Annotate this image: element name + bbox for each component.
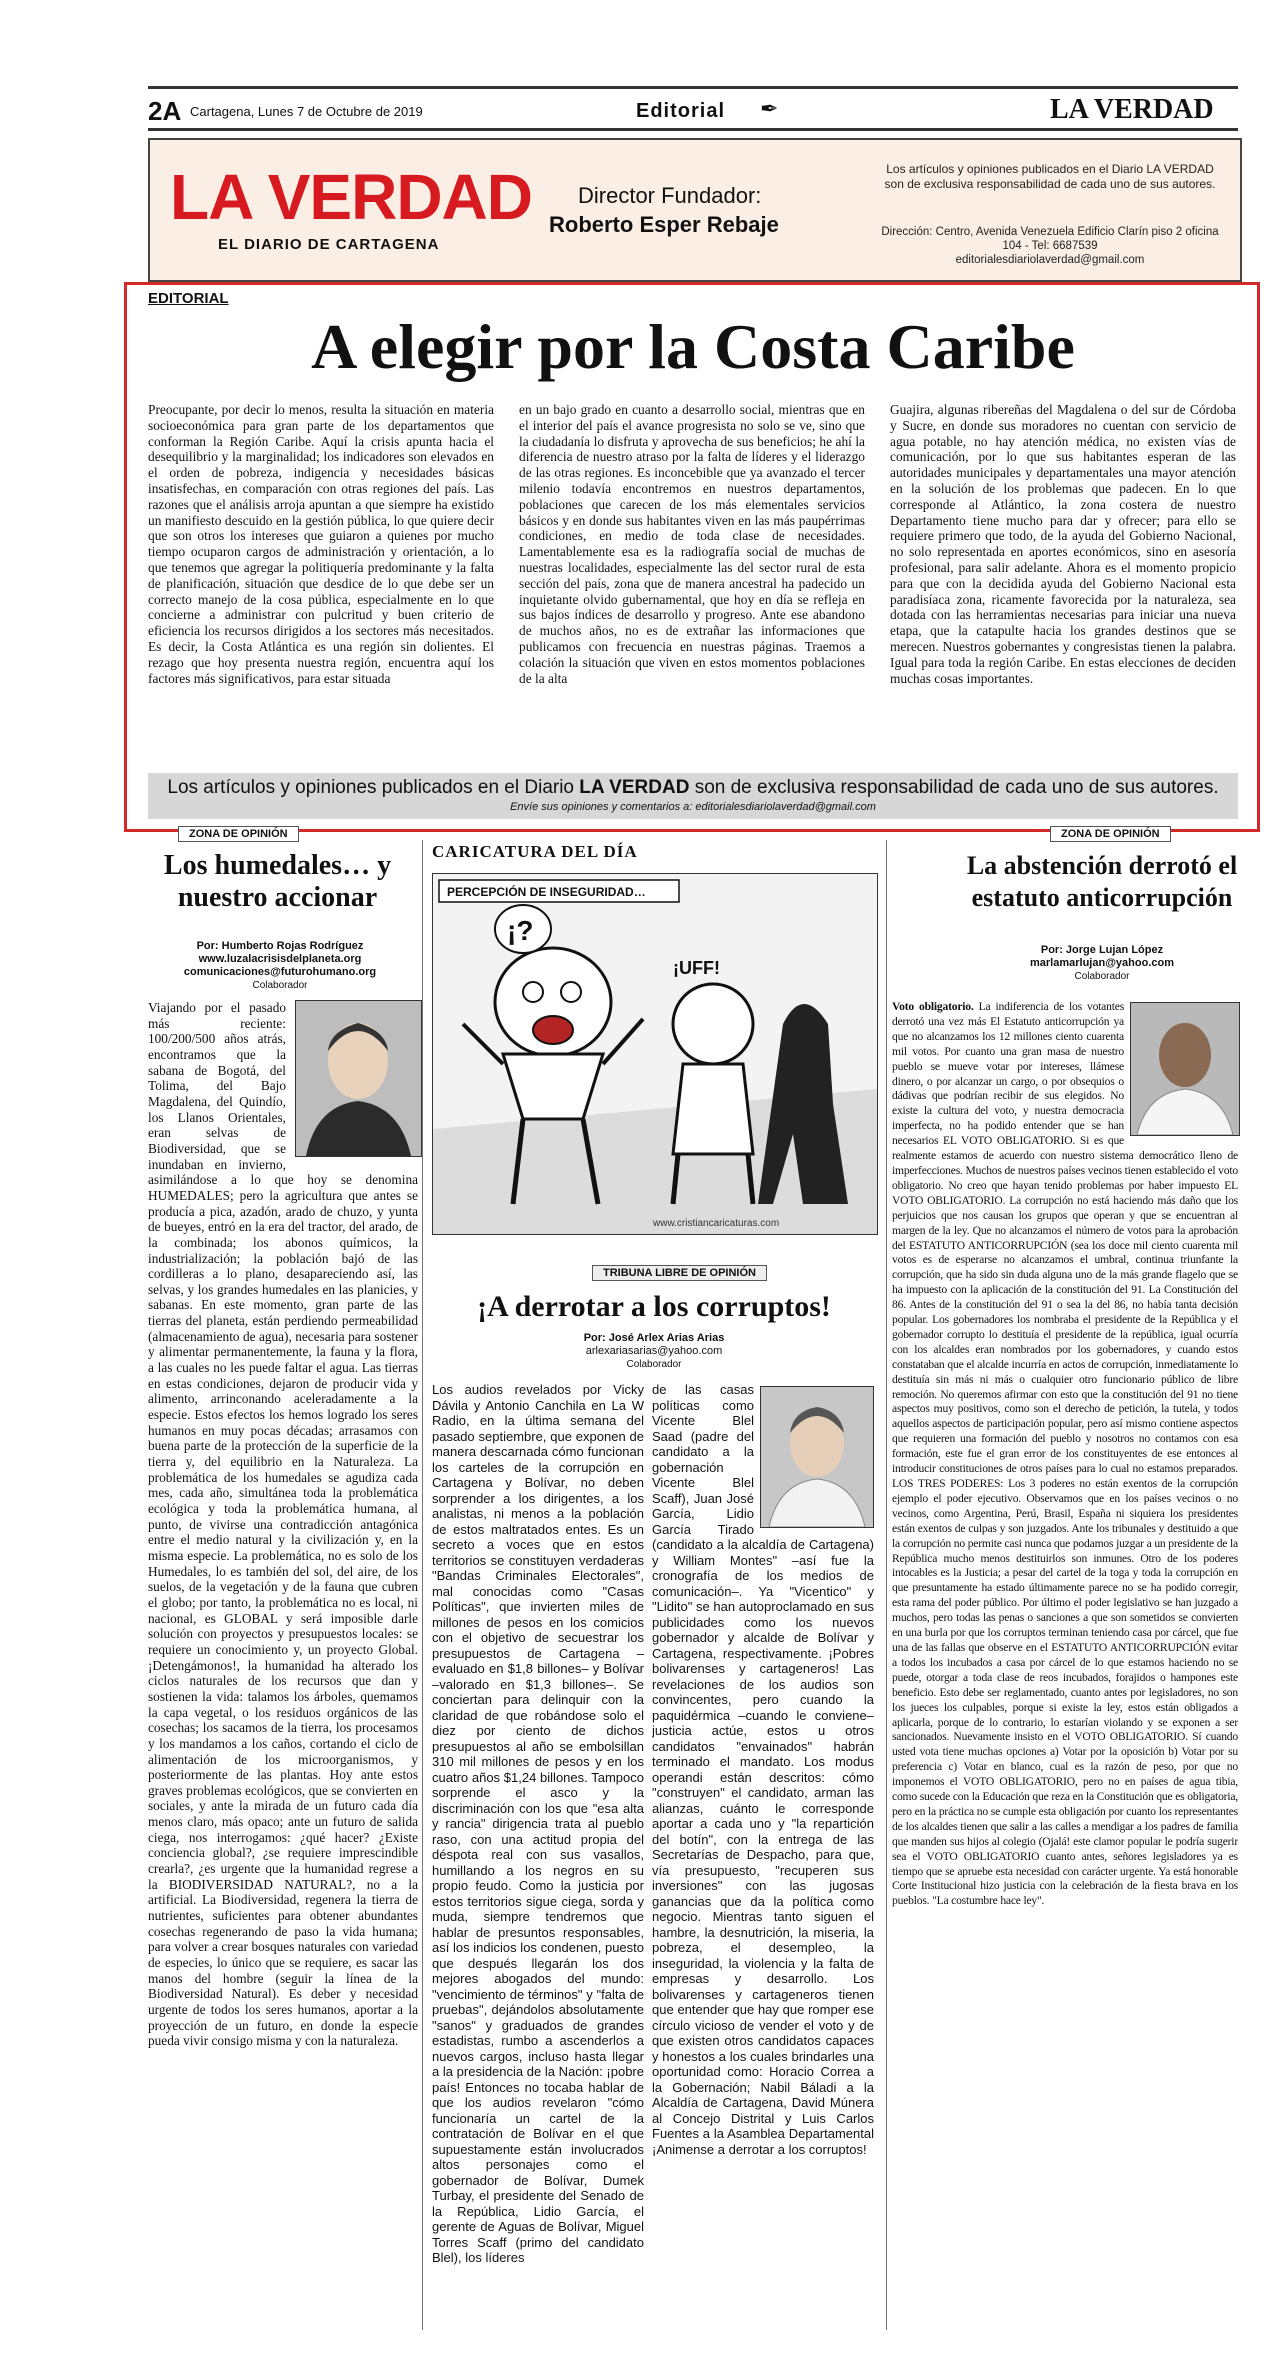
column-divider — [422, 840, 423, 2330]
paper-name: LA VERDAD — [1050, 94, 1214, 125]
cartoon-caption: PERCEPCIÓN DE INSEGURIDAD… — [447, 885, 646, 899]
editorial-title: A elegir por la Costa Caribe — [311, 311, 1075, 382]
article-column-1: Los audios revelados por Vicky Dávila y Antonio Canchila en La W Radio, en la última semana del pasado septiembre, que exponen de manera descarnada cómo funcionan los carteles de la corrupción en Cartagena y Bolívar, no deben sorprender a los dirigentes, a los analistas, ni menos a la población de estos maltratados entes. Es un secreto a voces que en estos territorios se constituyen verdaderas "Bandas Criminales Electorales", mal conocidas como "Casas Políticas", que invierten miles de millones de pesos en los comicios con el objetivo de secuestrar los presupuestos de Cartagena –evaluado en $1,8 billones– y Bolívar –valorado en $1,3 billones–. Se conciertan para delinquir con la claridad de que robándose solo el diez por ciento de dichos presupuestos al año se embolsillan 310 mil millones de pesos y en los cuatro años $1,24 billones. Tampoco sorprende el asco y la discriminación con los que "esa alta y rancia" dirigencia trata al pueblo raso, con una actitud propia del déspota real con sus vasallos, humillando a los negros en su propio feudo. Como la justicia por estos territorios sigue ciega, sorda y muda, siempre tendremos que hablar de presuntos responsables, así los indicios los condenen, puesto que después llegarán los dos mejores abogados del mundo: "vencimiento de términos" y "falta de pruebas", dejándolos absolutamente "sanos" y graduados de grandes estadistas, rumbo a ascenderlos a nuevos cargos, incluso hasta llegar a la presidencia de la Nación: ¡pobre país! Entonces no tocaba hablar de que los audios revelaron "cómo funcionaría un cartel de la contratación de Bolívar en el que supuestamente están involucrados altos personajes como el gobernador de Bolívar, Dumek Turbay, el presidente del Senado de la República, Lidio García, el gerente de Aguas de Bolívar, Miguel Torres Scaff (primo del candidato Blel), los líderes — [432, 1382, 644, 2265]
article-title: Los humedales… y nuestro accionar — [163, 850, 392, 913]
photo-spacer — [754, 1382, 874, 1532]
editorial-column-2: en un bajo grado en cuanto a desarrollo social, mientras que en el interior del país el avance progresista no solo se ve, sino que la ciudadanía lo disfruta y aprovecha de sus beneficios; he ahí la diferencia de nuestro atraso por la falta de líderes y el liderazgo de las otras regiones. Es inconcebible que ya avanzado el tercer milenio todavía encontremos en nuestros departamentos, poblaciones que carecen de los más elementales servicios básicos y en donde sus habitantes viven en las más paupérrimas condiciones, en medio de toda clase de necesidades. Lamentablemente esa es la radiografía social de muchas de nuestras localidades, especialmente las del sector rural de esta sección del país, zona que de manera ancestral ha padecido un inquietante olvido gubernamental, que hoy en día se refleja en sus bajos índices de desarrollo y progreso. Ante ese abandono de muchos años, no es de extrañar las informaciones que publicamos con frecuencia en nuestras páginas. Traemos a colación la situación que viven en estos momentos poblaciones de la alta — [519, 402, 865, 686]
author: Por: José Arlex Arias Arias — [583, 1332, 725, 1344]
section-title: Editorial — [636, 100, 726, 122]
author-role: Colaborador — [252, 980, 308, 991]
article-column-2 — [652, 1382, 874, 2312]
byline — [140, 940, 420, 992]
editorial-column-3: Guajira, algunas ribereñas del Magdalena o del sur de Córdoba y Sucre, en donde sus moradores no cuentan con servicio de agua potable, no hay atención médica, no existen vías de comunicación, por lo que sus habitantes esperan de las autoridades municipales y departamentales una mayor atención en la solución de los problemas que padecen. En lo que corresponde al Atlántico, la zona costera de nuestro Departamento tiene mucho para dar y ofrecer; para ello se requiere primero que todo, de la ayuda del Gobierno Nacional, no solo representada en aportes económicos, sino en asesoría profesional, para salir adelante. Ahora es el momento propicio para que con la decidida ayuda del Gobierno Nacional esta paradisíaca zona, ricamente favorecida por la naturaleza, sea dotada con las herramientas necesarias para iniciar una nueva etapa, que la catapulte hacia los grandes destinos que se merecen. Nuestros gobernantes y congresistas tienen la palabra. Igual para toda la región Caribe. En estas elecciones de deciden muchas cosas importantes. — [890, 402, 1236, 686]
cartoon-bubble-2: ¡UFF! — [673, 958, 720, 978]
article-title: La abstención derrotó el estatuto anticorrupción — [966, 851, 1238, 912]
author-email: comunicaciones@futurohumano.org — [183, 966, 377, 978]
editorial-column-1: Preocupante, por decir lo menos, resulta la situación en materia socioeconómica para gran parte de los departamentos que conforman la Región Caribe. Aquí la crisis apunta hacia el desequilibrio y la marginalidad; los indicadores son elevados en el orden de pobreza, indigencia y necesidades básicas insatisfechas, en comparación con otras regiones del país. Las razones que el análisis arroja apuntan a que siempre ha existido un manifiesto descuido en la gestión pública, lo que quiere decir que son otros los intereses que guiaron a quienes por mucho tiempo ocuparon cargos de administración y orientación, a lo que tenemos que agregar la politiquería predominante y la falta de planificación, situación que desdice de lo que debe ser un correcto manejo de la cosa pública, especialmente en lo que concierne a administrar con pulcritud y buen criterio de eficiencia los recursos dirigidos a los sectores más necesitados. Es decir, la Costa Atlántica es una región sin dolientes. El rezago que hoy presenta nuestra región, encuentra aquí los factores más significativos, para estar situada — [148, 402, 494, 686]
cartoon-bubble-1: ¡? — [507, 915, 534, 946]
director-label: Director Fundador: — [578, 183, 762, 208]
page-number: 2A — [148, 96, 182, 126]
cartoon-heading: CARICATURA DEL DÍA — [432, 842, 638, 861]
cartoon-credit: www.cristiancaricaturas.com — [653, 1218, 780, 1229]
author-web: www.luzalacrisisdelplaneta.org — [198, 953, 362, 965]
zone-tag: ZONA DE OPINIÓN — [178, 826, 299, 842]
byline — [432, 1332, 876, 1371]
zone-tag: TRIBUNA LIBRE DE OPINIÓN — [592, 1265, 767, 1281]
author-email: arlexariasarias@yahoo.com — [585, 1345, 723, 1357]
masthead-note: Los artículos y opiniones publicados en el Diario LA VERDAD son de exclusiva responsabilidad de cada uno de sus autores. — [884, 162, 1216, 191]
logo: LA VERDAD — [170, 161, 532, 233]
header-top-rule — [148, 86, 1238, 89]
masthead-address: Dirección: Centro, Avenida Venezuela Edificio Clarín piso 2 oficina 104 - Tel: 6687539 — [881, 226, 1219, 252]
logo-subtitle: EL DIARIO DE CARTAGENA — [218, 236, 440, 253]
editorial-label: EDITORIAL — [148, 290, 229, 307]
author-role: Colaborador — [1074, 971, 1130, 982]
column-divider — [886, 840, 887, 2330]
photo-spacer — [1124, 1000, 1238, 1138]
article-text: Viajando por el pasado más reciente: 100/200/500 años atrás, encontramos que la sabana de Bogotá, del Tolima, del Bajo Magdalena, del Quindío, los Llanos Orientales, eran selvas de Biodiversidad, que se inundaban en invierno, asimilándose a lo que hoy se denomina HUMEDALES; pero la agricultura que antes se producía a pica, azadón, arado de chuzo, y yunta de bueyes, entró en la era del tractor, del arado, de la combinada; los abonos químicos, la industrialización; la población bajó de las cordilleras a lo plano, desapareciendo así, las selvas, y los grandes humedales en las planicies, y sabanas. En este momento, gran parte de las tierras del planeta, están perdiendo permeabilidad (almacenamiento de agua), necesaria para sostener y alimentar permanentemente, la fauna y la flora, a las cuales no les puede faltar el agua. Las tierras en estas condiciones, dejaron de producir vida y alimento, arrinconando aceleradamente a la especie. Estos efectos los hemos logrado los seres humanos en muy pocas décadas; arrasamos con buena parte de la protección de la superficie de la tierra y, del equilibrio en la Naturaleza. La problemática de los humedales se agudiza cada mes, cada año, simultánea toda la problemática ecológica y toda la problemática humana, al punto, de vivirse una contradicción antagónica entre el medio natural y la civilización y, en la misma especie. La problemática, no es solo de los Humedales, lo es también del sol, del aire, de los suelos, de la vegetación y de la fauna que cubren el globo; por tanto, la problemática no es local, ni nacional, es GLOBAL y será imposible darle solución con proyectos y presupuestos locales: se requiere un conocimiento y, un proyecto Global. ¡Detengámonos!, la humanidad ha alterado los ciclos naturales de los recursos que dan y sostienen la vida: talamos los árboles, quemamos la capa vegetal, o los residuos orgánicos de las cosechas; los sacamos de la tierra, los procesamos y los mandamos a los caños, cortando el ciclo de alimentación de los microorganismos, y posteriormente de las plantas. Hoy ante estos graves problemas ecológicos, que se convierten en sociales, y ante la mirada de un futuro cada día menos claro, más opaco; ante un futuro de salida ciega, nos interrogamos: ¿qué hacer? ¿Existe conciencia global?, ¿se requiere imprescindible crearla?, ¿es urgente que la humanidad regrese a la BIODIVERSIDAD NATURAL?, no a la artificial. La Biodiversidad, regenera la tierra de nutrientes, suficientes para obtener abundantes cosechas regenerando de paso la vida humana; para volver a crear bosques naturales con variedad de especies, lo único que se requiere, es sacar las manos del hombre (seguir la línea de la Biodiversidad Natural). Es deber y necesidad urgente de todos los seres humanos, aportar a la proyección de un futuro, en donde la especie pueda vivir consigo misma y con la naturaleza. — [148, 1000, 418, 2049]
disclaimer-brand: LA VERDAD — [579, 777, 690, 798]
masthead-contact — [880, 225, 1220, 267]
disclaimer-post: son de exclusiva responsabilidad de cada uno de sus autores. — [689, 777, 1219, 798]
photo-spacer — [286, 1000, 418, 1162]
byline — [966, 944, 1238, 983]
director-name: Roberto Esper Rebaje — [549, 212, 779, 237]
article-title: ¡A derrotar a los corruptos! — [477, 1290, 831, 1323]
lead-in: Voto obligatorio. — [892, 1000, 974, 1013]
article-body — [892, 1000, 1238, 2316]
article-body-text: La indiferencia de los votantes derrotó una vez más El Estatuto anticorrupción ya que no alcanzamos los 12 millones ciento cuarenta mil votos. Por cuanto una gran masa de nuestro pueblo se mueve votar por intereses, llámese dinero, o por alcanzar un cargo, o por obsequios o dádivas que podrían recibir de sus elegidos. No existe la cultura del voto, y nuestra democracia imperfecta, no ha podido entender que se han necesarios EL VOTO OBLIGATORIO. Si es que realmente estamos de acuerdo con nuestro sistema democrático lleno de imperfecciones. Muchos de nuestros países vecinos tienen establecido el voto obligatorio. No creo que hayan tenido problemas por haber impuesto EL VOTO OBLIGATORIO. La corrupción no está haciendo más daño que los perjuicios que nos causan los grupos que operan y que se encuentran al margen de la ley. Que no alcanzamos el número de votos para la aprobación del ESTATUTO ANTICORRUPCIÓN (sea los doce mil ciento cuarenta mil votos es de esperarse no alcanzamos el umbral, continua triunfante la corrupción, que ha sido sin duda alguna uno de la más grande flagelo que se ha impuesto con la aplicación de la constitución del 91. La Constitución del 86. Antes de la constitución del 91 o sea la del 86, no había tanta decisión popular. Los gobernadores los nombraba el presidente de la República y el gobernador corrupto lo destituía el presidente de la república, igual ocurría con los alcaldes eran nombrados por los gobernadores, y cuando estos constataban que el alcalde incurría en actos de corrupción, inmediatamente lo destituía sin más ni más o cualquier otro funcionario público de libre remoción. No queremos afirmar con esto que la constitución del 91 no tiene aspectos muy positivos, como son el derecho de petición, la tutela, y todos aquellos aspectos de participación popular, pero así mismo contiene aspectos que requieren una formación del pueblo y nosotros no contamos con esa formación, este fue el gran error de los constituyentes de ese entonces al introducir constituciones de otros países para lo cual no estamos preparados. LOS TRES PODERES: Los 3 poderes no están exentos de la corrupción ejemplo el poder ejecutivo. Observamos que en los países vecinos o no vecinos, como Argentina, Perú, Brasil, España ni siquiera los presidentes están exentos de culpas y son juzgados. Ante los tribunales y destituido a que la corrupción no permite casi nunca que podamos juzgar a un presidente de la República mucho menos destituirlos son inmunes. Otro de los poderes intocables es la Justicia; a pesar del cartel de la toga y toda la corrupción en que presuntamente ha estado últimamente parece no se ha podido corregir, esta rama del poder público. Por último el poder legislativo se han juzgado a muchos, pero todas las penas o sanciones a que son sometidos se convierten en una burla por que los corruptos terminan teniendo casa por cárcel, que fue una de las fallas que observe en el ESTATUTO ANTICORRUPCIÓN evitar a todos los incubados a casa por cárcel de lo que estamos haciendo no se puede, otorgar a toda clase de reos incubados, forajidos o hampones este beneficio. Esto debe ser reglamentado, cuanto antes por legisladores, no son los jueces los culpables, porque si existe la ley, estos están obligados a aplicarla, porque de lo contrario, lo estarían violando y se exponen a ser sancionados. Nuevamente insisto en el VOTO OBLIGATORIO. Sí cuando usted vota tiene muchas opciones a) Votar por la oposición b) Votar por su preferencia c) Votar en blanco, cual es la razón de peso, por que no imponemos el VOTO OBLIGATORIO, pero no en países de agua tibia, como sucede con la Educación que reza en la Constitución que es obligatoria, pero en la práctica no se cumple esta obligación por cuanto los representantes de los alcaldes tienen que salir a las calles a mendigar a los padres de familia que manden sus hijos al colegio (Ojalá! este clamor popular le podría sugerir sea el VOTO OBLIGATORIO cuanto antes, señores legisladores ya es tiempo que se apruebe esta necesidad con carácter urgente. Ya está honorable Corte Institucional hizo justicia con la celebración de la fiesta brava en los pueblos. "La costumbre hace ley". — [892, 1000, 1238, 1908]
author-email: marlamarlujan@yahoo.com — [1030, 957, 1174, 969]
author: Por: Humberto Rojas Rodríguez — [196, 940, 364, 952]
masthead-email: editorialesdiariolaverdad@gmail.com — [955, 254, 1145, 266]
header-bottom-rule — [148, 128, 1238, 131]
cartoon — [432, 873, 878, 1235]
author-role: Colaborador — [626, 1359, 682, 1370]
article-text: de las casas políticas como Vicente Blel Saad (padre del candidato a la gobernación Vicente Blel Scaff), Juan José García, Lidio García Tirado (candidato a la alcaldía de Cartagena) y William Montes" –así fue la cronografía de los medios de comunicación–. Ya "Vicentico" y "Lidito" se han autoproclamado en sus publicidades como los nuevos gobernador y alcalde de Bolívar y Cartagena, respectivamente. ¡Pobres bolivarenses y cartageneros! Las revelaciones de los audios son convincentes, pero cuando la paquidérmica –cuando le conviene– justicia actúe, estos u otros candidatos "envainados" habrán terminado el mandato. Los modus operandi están descritos: cómo "construyen" el candidato, arman las alianzas, cuánto le corresponde aportar a cada uno y "la repartición del botín", con la entrega de las Secretarías de Despacho, para que, vía presupuesto, "recuperen sus inversiones" con las jugosas ganancias que da la política como negocio. Mientras tanto siguen el hambre, la desnutrición, la miseria, la pobreza, el desempleo, la inseguridad, la violencia y la falta de empresas y desarrollo. Los bolivarenses y cartageneros tienen que entender que hay que romper ese círculo vicioso de vender el voto y de que existen otros candidatos capaces y honestos a los cuales brindarles una oportunidad como: Horacio Correa a la Gobernación; Nabil Báladi a la Alcaldía de Cartagena, David Múnera al Concejo Distrital y Luis Carlos Fuentes a la Asamblea Departamental ¡Animense a derrotar a los corruptos! — [652, 1382, 874, 2157]
page-date: Cartagena, Lunes 7 de Octubre de 2019 — [190, 104, 423, 119]
article-body — [148, 1000, 418, 2312]
cartoon-illustration — [433, 874, 877, 1234]
disclaimer-text — [148, 777, 1238, 799]
disclaimer-email: Envíe sus opiniones y comentarios a: editorialesdiariolaverdad@gmail.com — [510, 801, 876, 813]
pen-icon: ✒ — [760, 96, 779, 121]
disclaimer-pre: Los artículos y opiniones publicados en el Diario — [167, 777, 580, 798]
author: Por: Jorge Lujan López — [1040, 944, 1164, 956]
zone-tag: ZONA DE OPINIÓN — [1050, 826, 1171, 842]
